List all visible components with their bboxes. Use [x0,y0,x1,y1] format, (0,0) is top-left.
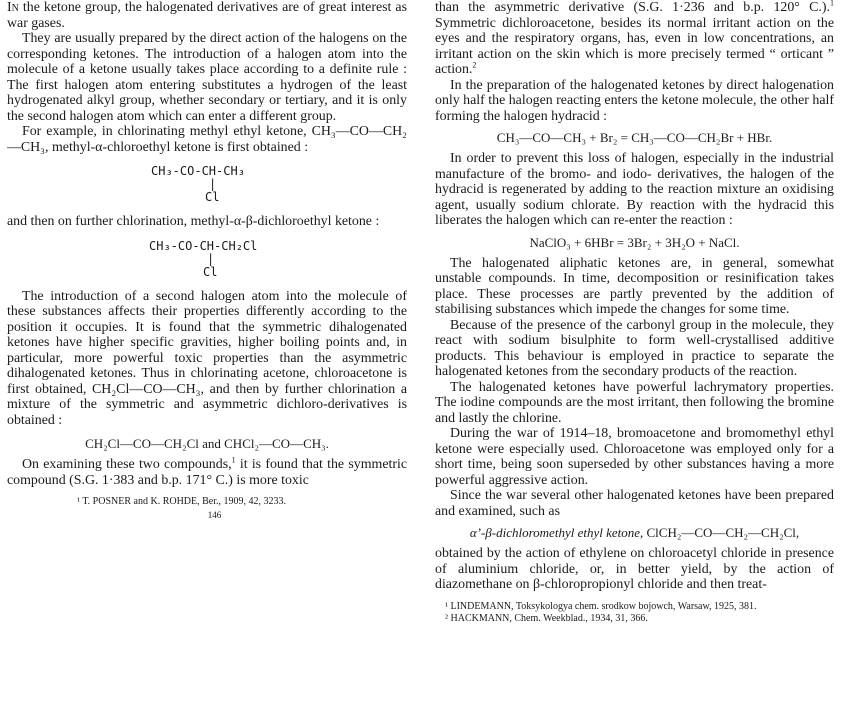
paragraph: Because of the presence of the carbonyl group in the molecule, they react with sodium bisulphite to form well-crystallised additive products. This behaviour is employed in practice to separate the halogenated ketones from the secondary products of the reaction. [435,317,834,379]
paragraph [7,0,407,31]
formula: NaClO₃ + 6HBr = 3Br₂ + 3H₂O + NaCl. [529,234,740,250]
paragraph-text: than the asymmetric derivative (S.G. 1·236 and b.p. 120° C.). [435,0,830,15]
paragraph-text: the ketone group, the halogenated derivatives are of great interest as war gases. [7,0,407,31]
paragraph: For example, in chlorinating methyl ethyl ketone, CH₃—CO—CH₂—CH₃, methyl-α-chloroethyl ketone is first obtained : [7,124,407,155]
footnote: ¹ LINDEMANN, Toksykologya chem. srodkow bojowch, Warsaw, 1925, 381. [445,600,757,612]
structure-formula-1 [151,165,407,204]
structure-top: CH₃-CO-CH-CH₂Cl [149,238,258,253]
right-column [435,0,834,625]
footnote-ref: 1 [231,455,236,465]
paragraph: In order to prevent this loss of halogen, especially in the industrial manufacture of the bromo- and iodo- derivatives, the halogen of the hydracid is regenerated by adding to the reaction mixture an oxidising agent, usually sodium chlorate. By reaction with the hydracid this liberates the halogen which can re-enter the reaction : [435,151,834,228]
footnote: ² HACKMANN, Chem. Weekblad., 1934, 31, 366. [445,612,648,624]
formula: CH₂Cl—CO—CH₂Cl and CHCl₂—CO—CH₃. [85,436,329,451]
page-number: 146 [207,510,222,520]
formula: CH₃—CO—CH₃ + Br₂ = CH₃—CO—CH₂Br + HBr. [496,130,773,145]
structure-bond: | [207,251,215,266]
paragraph: The introduction of a second halogen atom into the molecule of these substances affects their properties differently according to the position it occupies. It is found that the symmetric dihalogenated ketones have higher specific gravities, higher boiling points and, in particular, more powerful toxic properties than the asymmetric dihalogenated ketones. Thus in chlorinating acetone, chloroacetone is first obtained, CH₂Cl—CO—CH₃, and then by further chlorination a mixture of the symmetric and asymmetric dichloro-derivatives is obtained : [7,288,407,428]
paragraph: Since the war several other halogenated ketones have been prepared and examined, such as [435,488,834,519]
structure-formula-2 [149,240,407,279]
paragraph: obtained by the action of ethylene on chloroacetyl chloride in presence of aluminium chloride, or, in better yield, by the action of diazomethane on β-chloropropionyl chloride and then treat- [435,546,834,592]
structure-bond: | [209,177,217,191]
footnote-ref: 2 [472,60,477,70]
structure-bottom: Cl [205,190,220,204]
paragraph: In the preparation of the halogenated ketones by direct halogenation only half the halogen reacting enters the ketone molecule, the other half forming the halogen hydracid : [435,77,834,124]
paragraph: The halogenated ketones have powerful lachrymatory properties. The iodine compounds are the most irritant, then following the bromine and lastly the chlorine. [435,379,834,426]
paragraph-text: it is found that the symmetric compound (S.G. 1·383 and b.p. 171° C.) is more toxic [7,457,407,488]
paragraph-text: Symmetric dichloroacetone, besides its normal irritant action on the eyes and the respiratory organs, has, even in low concentrations, an irritant action on the skin which is more precisely termed “ orticant ” action. [435,15,834,77]
formula [435,525,834,540]
paragraph: and then on further chlorination, methyl-α-β-dichloroethyl ketone : [7,214,380,229]
paragraph [435,0,834,78]
paragraph-text: On examining these two compounds, [22,457,232,472]
structure-bottom: Cl [203,264,218,279]
compound-name: α’-β-dichloromethyl ethyl ketone, [469,525,644,540]
footnote: ¹ T. POSNER and K. ROHDE, Ber., 1909, 42, 3233. [77,496,287,507]
footnotes [435,601,834,625]
paragraph [7,457,407,488]
paragraph: The halogenated aliphatic ketones are, in general, somewhat unstable compounds. In time, decomposition or resinification takes place. These processes are partly prevented by the addition of stabilising substances which impede the changes for some time. [435,255,834,317]
paragraph: During the war of 1914–18, bromoacetone and bromomethyl ethyl ketone were especially used. Chloroacetone was employed only for a short time, being soon superseded by other substances having a more powerful aggressive action. [435,426,834,488]
drop-word: In [7,0,19,15]
footnote-ref: 1 [830,0,834,8]
structure-top: CH₃-CO-CH-CH₃ [151,164,245,178]
formula-text: ClCH₂—CO—CH₂—CH₂Cl, [643,525,800,540]
paragraph: They are usually prepared by the direct action of the halogens on the corresponding ketones. The introduction of a halogen atom into the molecule of a ketone usually takes place according to a definite rule : The first halogen atom entering substitutes a hydrogen of the least hydrogenated alkyl group, whether secondary or tertiary, and it is only the second halogen atom which can enter a different group. [7,31,407,124]
left-column [7,0,407,524]
